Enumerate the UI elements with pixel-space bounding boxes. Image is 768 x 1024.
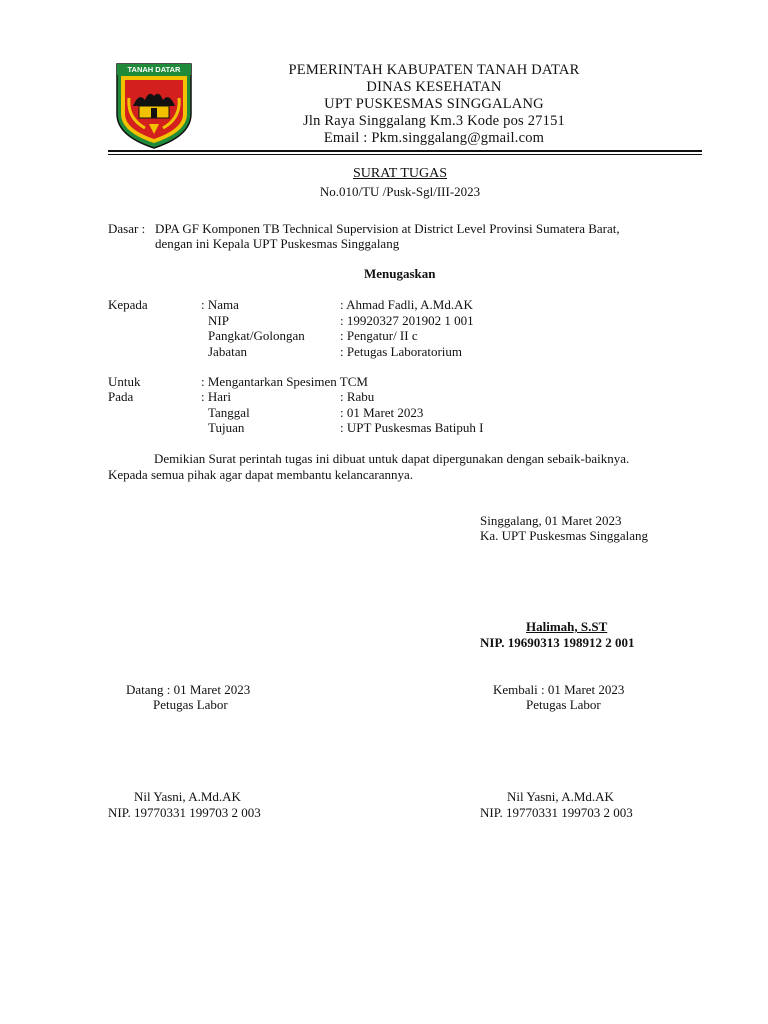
return-officer-nip: NIP. 19770331 199703 2 003 bbox=[480, 805, 633, 820]
signer-name: Halimah, S.ST bbox=[526, 619, 608, 634]
field-value-tujuan: : UPT Puskesmas Batipuh I bbox=[340, 420, 484, 435]
field-value-pangkat: : Pengatur/ II c bbox=[340, 328, 418, 343]
field-label-nama: : Nama bbox=[201, 297, 239, 312]
return-officer-name: Nil Yasni, A.Md.AK bbox=[507, 789, 614, 804]
header-address: Jln Raya Singgalang Km.3 Kode pos 27151 bbox=[303, 113, 565, 129]
dasar-label: Dasar : bbox=[108, 221, 146, 236]
closing-line-1: Demikian Surat perintah tugas ini dibuat untuk dapat dipergunakan dengan sebaik-baiknya. bbox=[154, 451, 630, 466]
dasar-line-2: dengan ini Kepala UPT Puskesmas Singgalang bbox=[155, 236, 400, 251]
arrival-status: Datang : 01 Maret 2023 bbox=[126, 682, 251, 697]
header-line-government: PEMERINTAH KABUPATEN TANAH DATAR bbox=[288, 62, 580, 78]
pada-label: Pada bbox=[108, 389, 134, 404]
arrival-officer-nip: NIP. 19770331 199703 2 003 bbox=[108, 805, 261, 820]
signer-nip: NIP. 19690313 198912 2 001 bbox=[480, 635, 635, 650]
field-label-pangkat: Pangkat/Golongan bbox=[208, 328, 305, 343]
field-value-nama: : Ahmad Fadli, A.Md.AK bbox=[340, 297, 473, 312]
untuk-label: Untuk bbox=[108, 374, 141, 389]
untuk-value: : Mengantarkan Spesimen TCM bbox=[201, 374, 368, 389]
dasar-line-1: DPA GF Komponen TB Technical Supervision at District Level Provinsi Sumatera Barat, bbox=[155, 221, 620, 236]
tanah-datar-logo bbox=[115, 62, 193, 150]
signer-title: Ka. UPT Puskesmas Singgalang bbox=[480, 528, 649, 543]
field-label-tanggal: Tanggal bbox=[208, 405, 250, 420]
header-divider-thick bbox=[108, 150, 702, 152]
place-date: Singgalang, 01 Maret 2023 bbox=[480, 513, 622, 528]
field-value-nip: : 19920327 201902 1 001 bbox=[340, 313, 474, 328]
field-value-hari: : Rabu bbox=[340, 389, 375, 404]
crest-icon bbox=[115, 62, 193, 150]
field-value-jabatan: : Petugas Laboratorium bbox=[340, 344, 463, 359]
field-label-nip: NIP bbox=[208, 313, 229, 328]
field-label-tujuan: Tujuan bbox=[208, 420, 245, 435]
menugaskan-heading: Menugaskan bbox=[364, 266, 436, 281]
return-status: Kembali : 01 Maret 2023 bbox=[493, 682, 625, 697]
letter-number: No.010/TU /Pusk-Sgl/III-2023 bbox=[319, 184, 481, 199]
kepada-label: Kepada bbox=[108, 297, 148, 312]
header-line-agency: DINAS KESEHATAN bbox=[366, 79, 502, 95]
logo-label: TANAH DATAR bbox=[127, 65, 181, 74]
return-role: Petugas Labor bbox=[526, 697, 601, 712]
letter-title: SURAT TUGAS bbox=[352, 166, 447, 181]
header-divider-thin bbox=[108, 154, 702, 155]
header-line-puskesmas: UPT PUSKESMAS SINGGALANG bbox=[324, 96, 544, 112]
field-label-jabatan: Jabatan bbox=[208, 344, 247, 359]
arrival-role: Petugas Labor bbox=[153, 697, 228, 712]
field-value-tanggal: : 01 Maret 2023 bbox=[340, 405, 424, 420]
closing-line-2: Kepada semua pihak agar dapat membantu kelancarannya. bbox=[108, 467, 413, 482]
arrival-officer-name: Nil Yasni, A.Md.AK bbox=[134, 789, 241, 804]
header-email: Email : Pkm.singgalang@gmail.com bbox=[323, 130, 545, 146]
field-label-hari: : Hari bbox=[201, 389, 231, 404]
